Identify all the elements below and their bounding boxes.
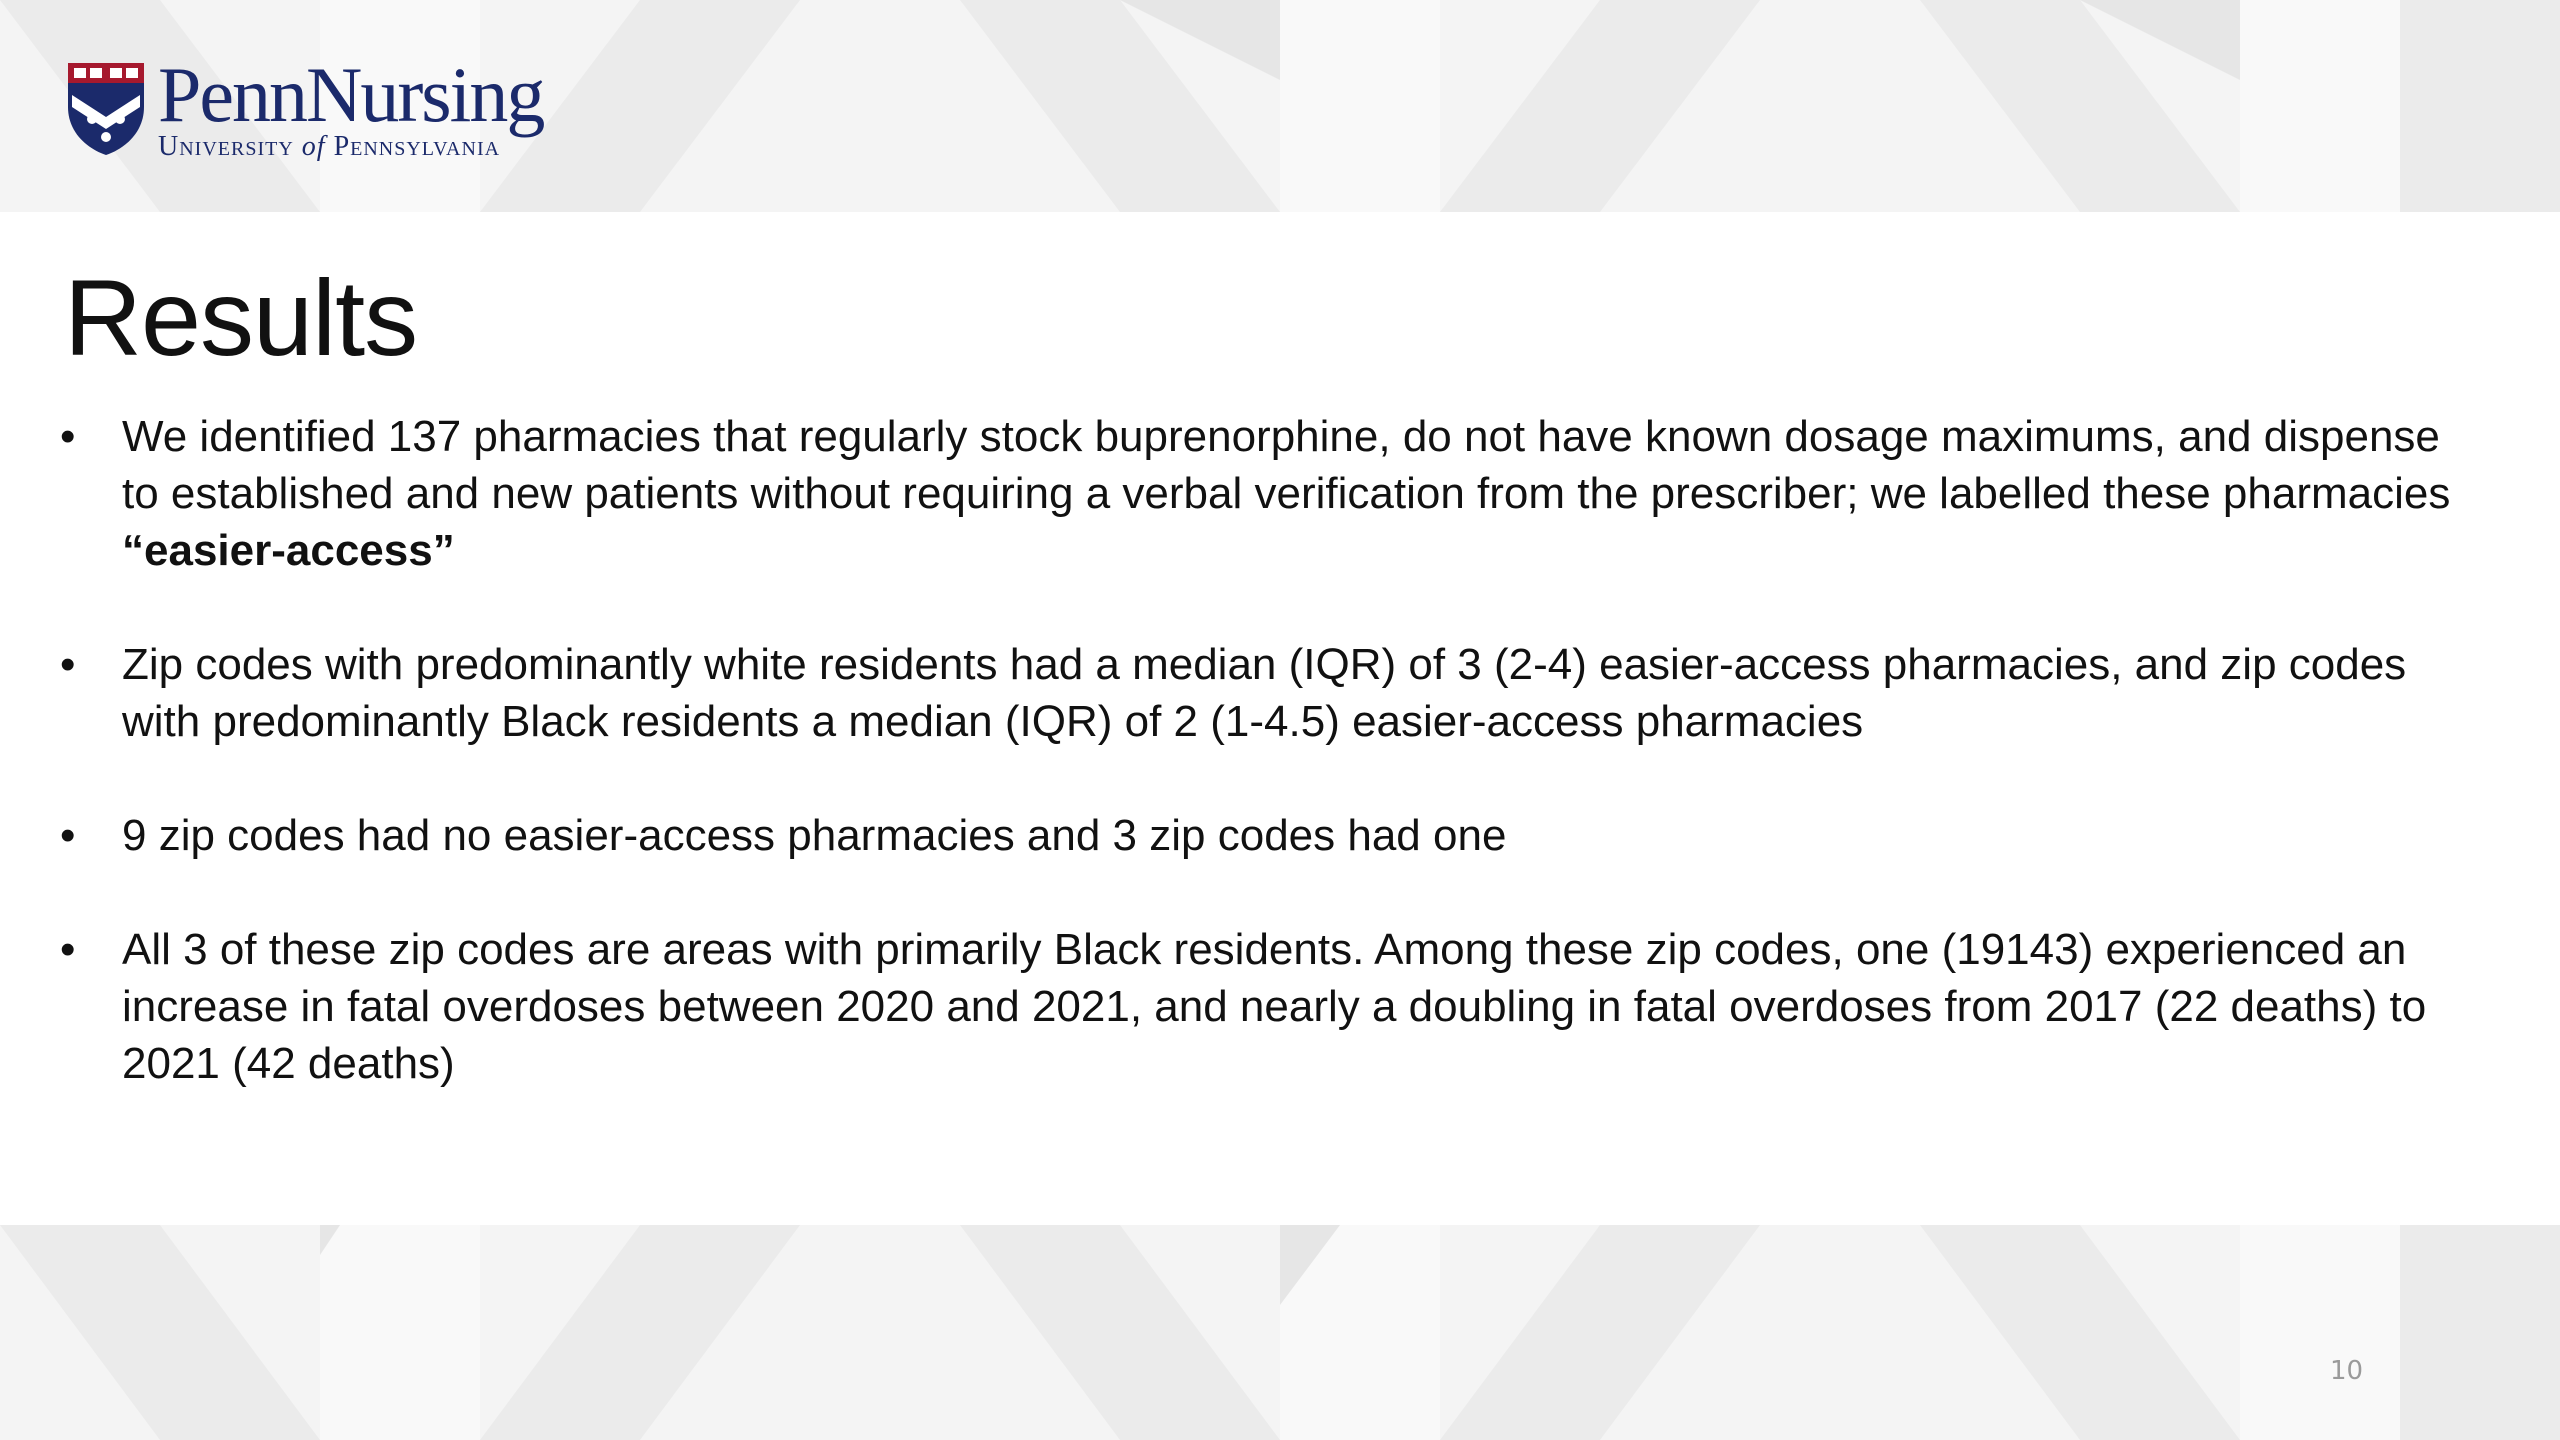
penn-shield-icon <box>66 61 146 157</box>
bullet-item-zip-counts <box>60 807 2480 864</box>
bullet-item-easier-access <box>60 408 2480 579</box>
bullet-text: 9 zip codes had no easier-access pharmacies and 3 zip codes had one <box>122 811 1507 860</box>
results-bullet-list <box>60 408 2480 1149</box>
bullet-marker: • <box>60 412 76 461</box>
bullet-marker: • <box>60 925 76 974</box>
bullet-item-overdoses <box>60 921 2480 1092</box>
bullet-item-median-iqr <box>60 636 2480 750</box>
slide-title: Results <box>64 257 418 378</box>
footer-pattern-band <box>0 1225 2560 1440</box>
page-number: 10 <box>2330 1356 2364 1386</box>
bullet-text: We identified 137 pharmacies that regularly stock buprenorphine, do not have known dosage maximums, and dispense to established and new patients without requiring a verbal verification from the prescriber; we labelled these pharmacies <box>122 412 2451 518</box>
logo-subtitle: University of Pennsylvania <box>158 131 501 162</box>
bullet-emphasis: “easier-access” <box>122 526 455 575</box>
bullet-marker: • <box>60 640 76 689</box>
penn-nursing-logo <box>66 51 606 162</box>
chevron-pattern-bottom <box>0 1225 2560 1440</box>
bullet-text: Zip codes with predominantly white residents had a median (IQR) of 3 (2-4) easier-access pharmacies, and zip codes with predominantly Black residents a median (IQR) of 2 (1-4.5) easier-access pharmacies <box>122 640 2407 746</box>
logo-wordmark: PennNursing <box>158 51 544 138</box>
bullet-text: All 3 of these zip codes are areas with primarily Black residents. Among these zip codes, one (19143) experienced an increase in fatal overdoses between 2020 and 2021, and nearly a doubling in fatal overdoses from 2017 (22 deaths) to 2021 (42 deaths) <box>122 925 2427 1088</box>
bullet-marker: • <box>60 811 76 860</box>
